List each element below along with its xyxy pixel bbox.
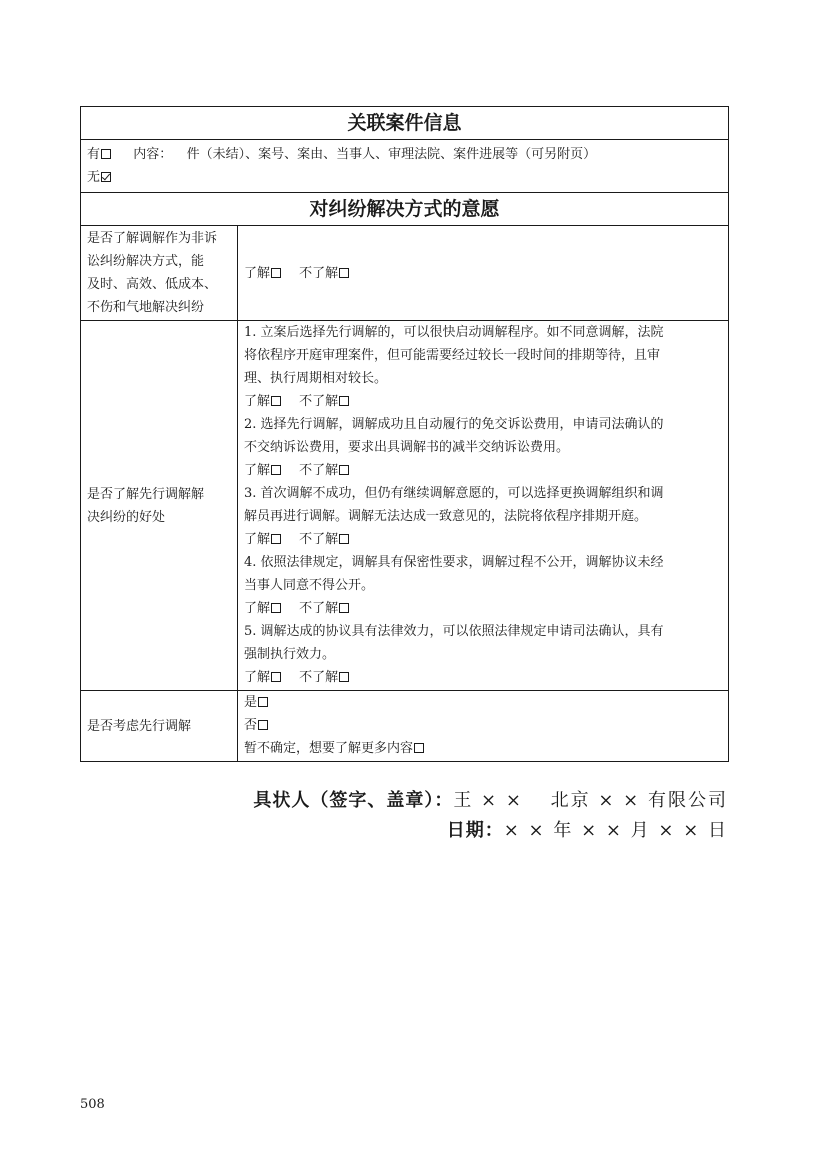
date-label: 日期： [446, 820, 504, 841]
benefit4-no-label: 不了解 [299, 601, 339, 616]
benefit1-no-checkbox[interactable] [339, 396, 349, 406]
q3-option-unsure-label: 暂不确定，想要了解更多内容 [244, 741, 414, 756]
section-title-related-cases: 关联案件信息 [81, 107, 729, 140]
q1-options [238, 226, 729, 321]
benefit-text: 当事人同意不得公开。 [244, 578, 375, 593]
q2-label [81, 321, 238, 691]
q1-label-line: 是否了解调解作为非诉 [87, 231, 218, 246]
benefit4-no-checkbox[interactable] [339, 603, 349, 613]
q1-label-line: 不伤和气地解决纠纷 [87, 300, 205, 315]
content-text: 件（未结）、案号、案由、当事人、审理法院、案件进展等（可另附页） [186, 147, 597, 162]
q1-label-line: 及时、高效、低成本、 [87, 277, 218, 292]
q3-option-no-label: 否 [244, 718, 258, 733]
date-line [447, 816, 728, 842]
benefit4-yes-label: 了解 [244, 601, 271, 616]
q3-label: 是否考虑先行调解 [81, 691, 238, 762]
q1-no-label: 不了解 [299, 265, 339, 281]
benefit-text: 1. 立案后选择先行调解的，可以很快启动调解程序。如不同意调解，法院 [244, 325, 664, 340]
q1-label [81, 226, 238, 321]
benefit-text: 5. 调解达成的协议具有法律效力，可以依照法律规定申请司法确认，具有 [244, 624, 664, 639]
benefit2-no-label: 不了解 [299, 463, 339, 478]
benefit3-yes-checkbox[interactable] [271, 534, 281, 544]
signature-value: 王 × × 北京 × × 有限公司 [453, 790, 728, 811]
mediation-form-table [80, 106, 729, 762]
q2-benefits [238, 321, 729, 691]
benefit-text: 4. 依照法律规定，调解具有保密性要求，调解过程不公开，调解协议未经 [244, 555, 664, 570]
benefit4-yes-checkbox[interactable] [271, 603, 281, 613]
benefit1-no-label: 不了解 [299, 394, 339, 409]
benefit2-no-checkbox[interactable] [339, 465, 349, 475]
benefit5-yes-checkbox[interactable] [271, 672, 281, 682]
q3-option-yes-label: 是 [244, 695, 258, 710]
benefit1-yes-checkbox[interactable] [271, 396, 281, 406]
date-value: × × 年 × × 月 × × 日 [503, 820, 728, 841]
benefit1-yes-label: 了解 [244, 394, 271, 409]
no-related-checkbox[interactable] [101, 172, 111, 182]
benefit-text: 解员再进行调解。调解无法达成一致意见的，法院将依程序排期开庭。 [244, 509, 648, 524]
benefit5-no-checkbox[interactable] [339, 672, 349, 682]
benefit-text: 3. 首次调解不成功，但仍有继续调解意愿的，可以选择更换调解组织和调 [244, 486, 664, 501]
benefit-text: 理、执行周期相对较长。 [244, 371, 388, 386]
q1-label-line: 讼纠纷解决方式，能 [87, 254, 205, 269]
q3-option-no-checkbox[interactable] [258, 720, 268, 730]
q3-option-unsure-checkbox[interactable] [414, 743, 424, 753]
benefit-text: 2. 选择先行调解，调解成功且自动履行的免交诉讼费用，申请司法确认的 [244, 417, 664, 432]
q1-yes-checkbox[interactable] [271, 268, 281, 278]
benefit-text: 不交纳诉讼费用，要求出具调解书的减半交纳诉讼费用。 [244, 440, 570, 455]
q3-option-yes-checkbox[interactable] [258, 697, 268, 707]
related-cases-cell [81, 140, 729, 193]
signature-line [253, 786, 728, 812]
q1-no-checkbox[interactable] [339, 268, 349, 278]
benefit2-yes-label: 了解 [244, 463, 271, 478]
benefit2-yes-checkbox[interactable] [271, 465, 281, 475]
benefit3-no-label: 不了解 [299, 532, 339, 547]
q1-yes-label: 了解 [244, 265, 271, 281]
q2-label-line: 是否了解先行调解解 [87, 486, 205, 502]
section-title-dispute-resolution: 对纠纷解决方式的意愿 [81, 193, 729, 226]
content-label: 内容： [133, 147, 173, 162]
has-related-checkbox[interactable] [101, 149, 111, 159]
no-related-label: 无 [87, 170, 101, 185]
benefit5-no-label: 不了解 [299, 670, 339, 685]
benefit3-yes-label: 了解 [244, 532, 271, 547]
page-number: 508 [80, 1097, 105, 1112]
benefit-text: 将依程序开庭审理案件，但可能需要经过较长一段时间的排期等待，且审 [244, 348, 661, 363]
benefit3-no-checkbox[interactable] [339, 534, 349, 544]
q2-label-line: 决纠纷的好处 [87, 509, 166, 525]
q3-options [238, 691, 729, 762]
benefit5-yes-label: 了解 [244, 670, 271, 685]
has-related-label: 有 [87, 147, 101, 162]
signature-label: 具状人（签字、盖章）： [253, 790, 454, 811]
benefit-text: 强制执行效力。 [244, 647, 336, 662]
